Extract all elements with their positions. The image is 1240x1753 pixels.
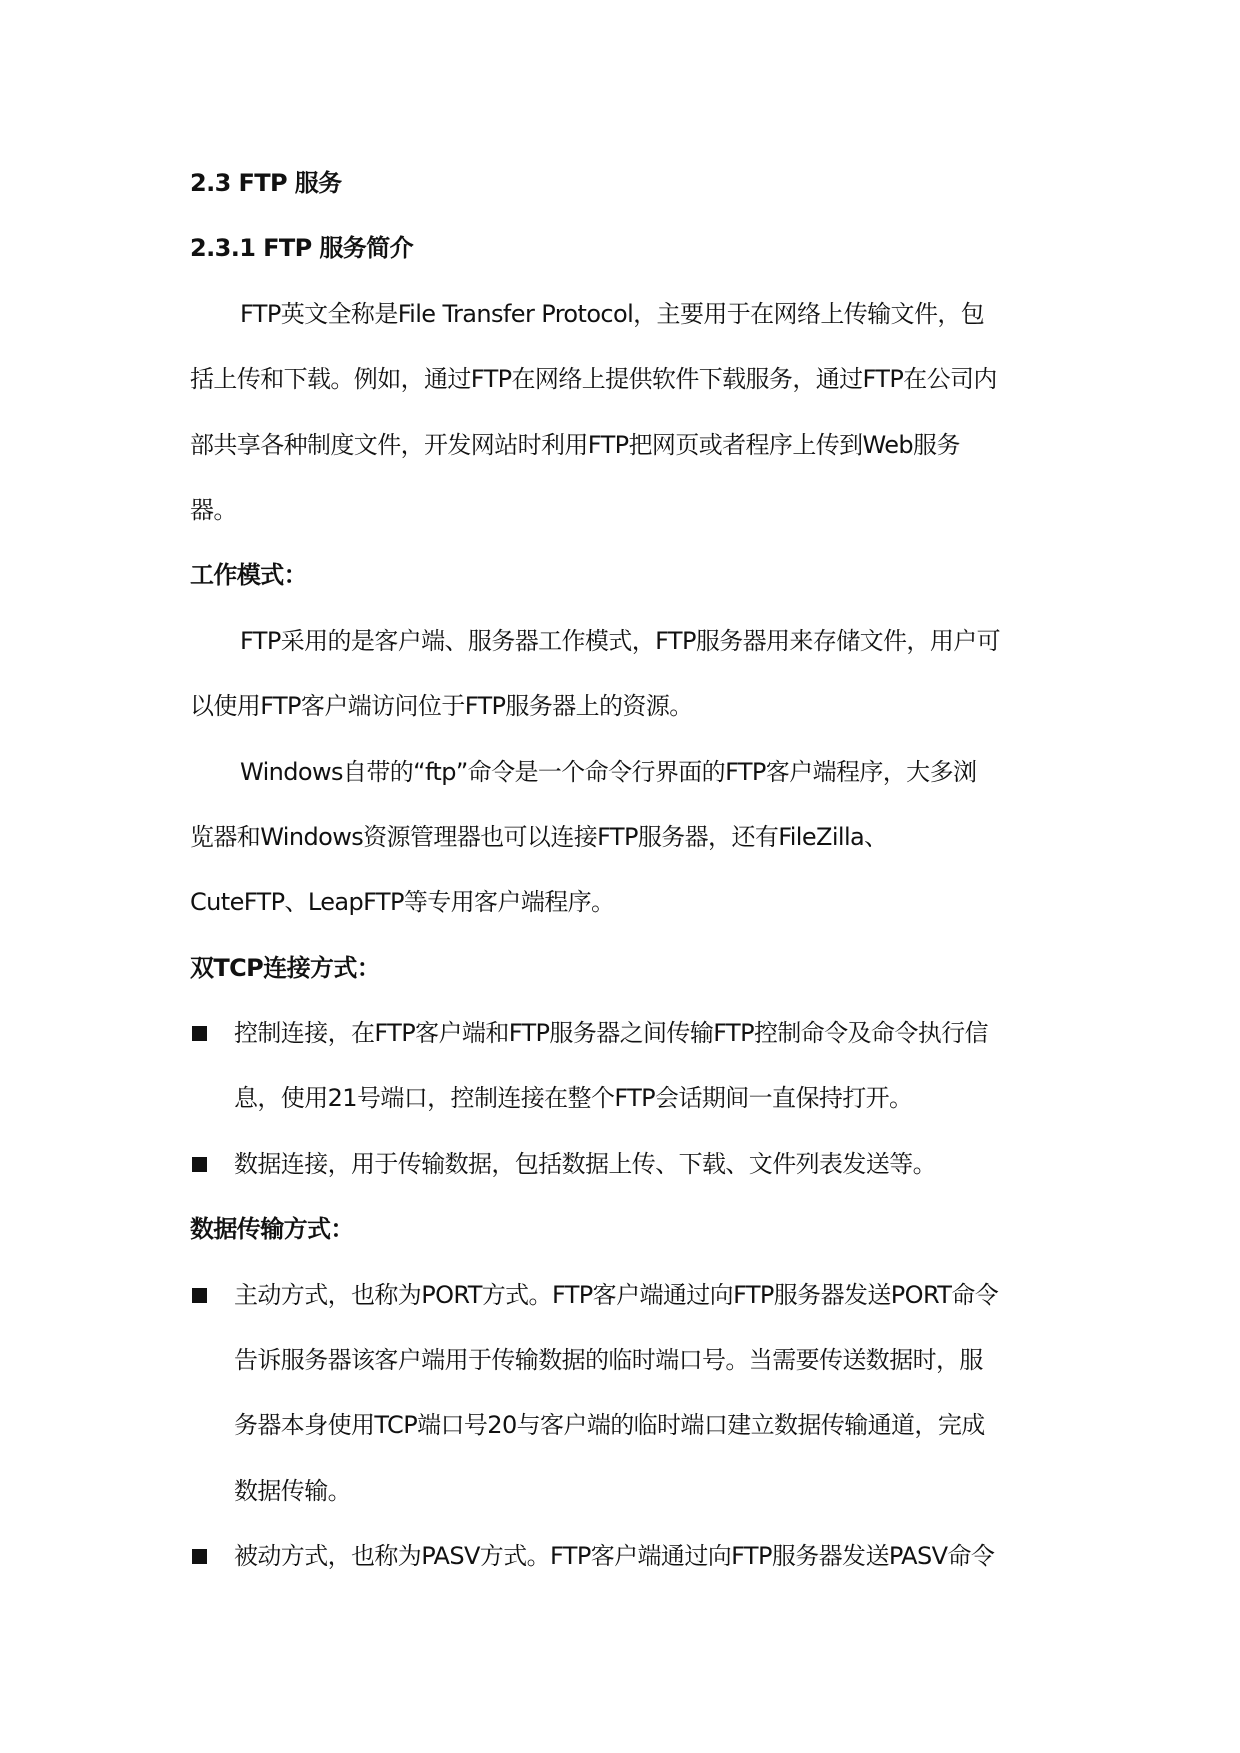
- line-text: 务器本身使用TCP端口号20与客户端的临时端口建立数据传输通道，完成: [234, 1411, 985, 1440]
- bullet-item: [190, 1001, 1070, 1066]
- line-text: 2.3 FTP 服务: [190, 169, 342, 197]
- section-heading: [190, 1197, 1070, 1262]
- line-text: CuteFTP、LeapFTP等专用客户端程序。: [190, 888, 615, 917]
- section-heading: [190, 151, 1070, 216]
- document-page: [190, 151, 1070, 1590]
- line-text: Windows自带的“ftp”命令是一个命令行界面的FTP客户端程序，大多浏: [240, 757, 977, 786]
- section-heading: [190, 543, 1070, 608]
- line-text: 2.3.1 FTP 服务简介: [190, 234, 413, 263]
- line-text: 部共享各种制度文件，开发网站时利用FTP把网页或者程序上传到Web服务: [190, 430, 960, 459]
- section-heading: [190, 936, 1070, 1001]
- square-bullet-icon: [192, 1549, 207, 1564]
- line-text: 器。: [190, 495, 237, 524]
- section-heading: [190, 216, 1070, 281]
- bullet-item: [190, 1263, 1070, 1328]
- line-text: 数据连接，用于传输数据，包括数据上传、下载、文件列表发送等。: [234, 1149, 936, 1178]
- line-text: 工作模式：: [190, 561, 307, 590]
- paragraph-first-line: [190, 282, 1070, 347]
- paragraph-line: [190, 805, 1070, 870]
- paragraph-line: [190, 413, 1070, 478]
- line-text: FTP英文全称是File Transfer Protocol，主要用于在网络上传输文件，包: [240, 299, 985, 328]
- bullet-item-continuation: [190, 1328, 1070, 1393]
- paragraph-first-line: [190, 609, 1070, 674]
- line-text: 括上传和下载。例如，通过FTP在网络上提供软件下载服务，通过FTP在公司内: [190, 365, 997, 394]
- paragraph-first-line: [190, 740, 1070, 805]
- line-text: 主动方式，也称为PORT方式。FTP客户端通过向FTP服务器发送PORT命令: [234, 1280, 999, 1309]
- square-bullet-icon: [192, 1288, 207, 1303]
- bullet-item-continuation: [190, 1459, 1070, 1524]
- line-text: 览器和Windows资源管理器也可以连接FTP服务器，还有FileZilla、: [190, 822, 888, 851]
- line-text: 数据传输。: [234, 1476, 351, 1505]
- bullet-item-continuation: [190, 1393, 1070, 1458]
- square-bullet-icon: [192, 1157, 207, 1172]
- square-bullet-icon: [192, 1026, 207, 1041]
- line-text: 双TCP连接方式：: [190, 953, 381, 982]
- paragraph-line: [190, 478, 1070, 543]
- paragraph-line: [190, 870, 1070, 935]
- line-text: 被动方式，也称为PASV方式。FTP客户端通过向FTP服务器发送PASV命令: [234, 1542, 995, 1571]
- bullet-item-continuation: [190, 1066, 1070, 1131]
- bullet-item: [190, 1524, 1070, 1589]
- line-text: 告诉服务器该客户端用于传输数据的临时端口号。当需要传送数据时，服: [234, 1346, 983, 1375]
- line-text: FTP采用的是客户端、服务器工作模式，FTP服务器用来存储文件，用户可: [240, 626, 1001, 655]
- line-text: 以使用FTP客户端访问位于FTP服务器上的资源。: [190, 692, 693, 721]
- line-text: 控制连接，在FTP客户端和FTP服务器之间传输FTP控制命令及命令执行信: [234, 1019, 988, 1048]
- line-text: 息，使用21号端口，控制连接在整个FTP会话期间一直保持打开。: [234, 1084, 913, 1113]
- bullet-item: [190, 1132, 1070, 1197]
- line-text: 数据传输方式：: [190, 1215, 354, 1244]
- paragraph-line: [190, 347, 1070, 412]
- paragraph-line: [190, 674, 1070, 739]
